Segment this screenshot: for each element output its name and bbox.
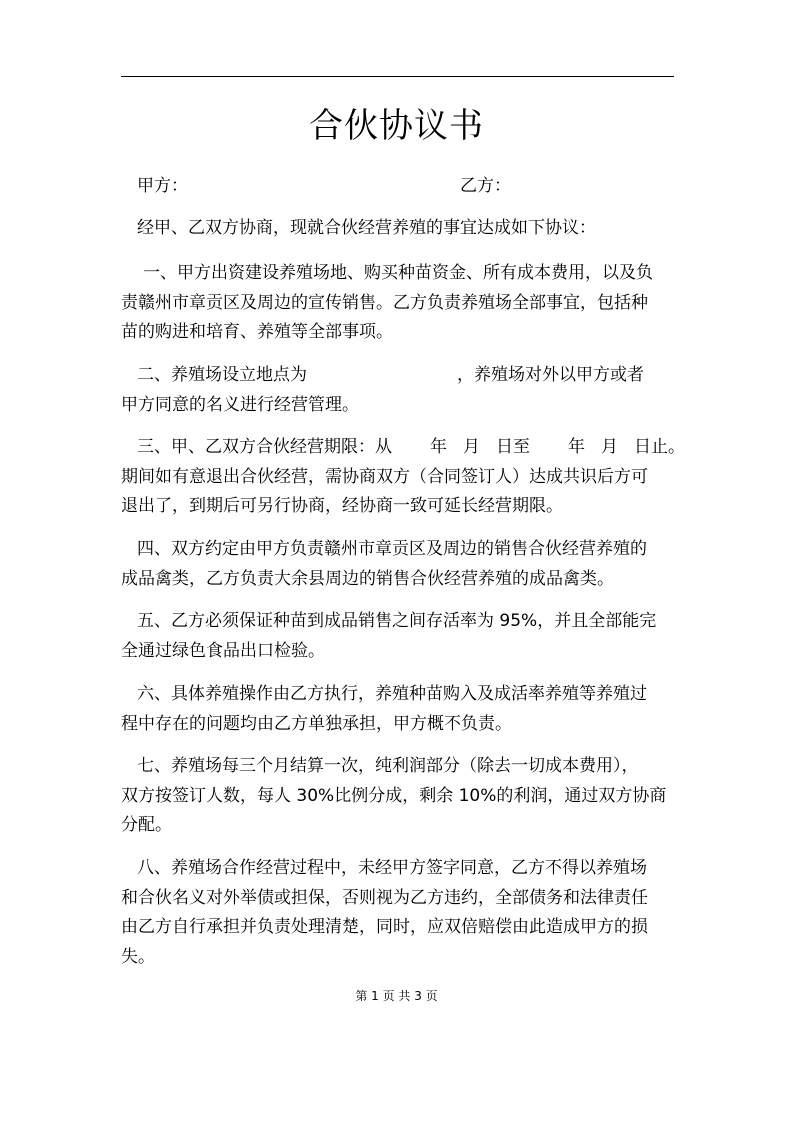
end-day-label: 日止。 [634,437,685,457]
clause-3 [121,433,685,522]
clause-line: 一、甲方出资建设养殖场地、购买种苗资金、所有成本费用，以及负 [143,263,653,283]
clause-text: ，养殖场对外以甲方或者 [457,365,644,385]
clause-5 [121,607,681,666]
clause-4 [121,535,681,594]
clause-line: 由乙方自行承担并负责处理清楚，同时，应双倍赔偿由此造成甲方的损 [121,917,648,937]
clause-line: 期间如有意退出合伙经营，需协商双方（合同签订人）达成共识后方可 [121,466,648,487]
clause-line: 八、养殖场合作经营过程中，未经甲方签字同意，乙方不得以养殖场 [137,858,647,878]
clause-line: 苗的购进和培育、养殖等全部事项。 [121,322,393,342]
clause-line: 失。 [121,946,155,967]
clause-line: 责赣州市章贡区及周边的宣传销售。乙方负责养殖场全部事宜，包括种 [121,292,648,313]
clause-6 [121,680,681,739]
start-day-label: 日至 [496,437,530,457]
clause-line: 全通过绿色食品出口检验。 [121,640,325,661]
clause-line: 六、具体养殖操作由乙方执行，养殖种苗购入及成活率养殖等养殖过 [137,684,647,704]
start-month-label: 月 [463,437,480,457]
clause-line: 甲方同意的名义进行经营管理。 [121,394,359,415]
party-a-label: 甲方： [137,176,188,196]
end-month-label: 月 [601,437,618,457]
clause-2 [121,361,681,420]
clause-text: 二、养殖场设立地点为 [137,365,307,385]
header-rule [121,76,674,77]
intro-line: 经甲、乙双方协商，现就合伙经营养殖的事宜达成如下协议： [137,218,596,238]
clause-line [121,361,681,391]
clause-line: 程中存在的问题均由乙方单独承担，甲方概不负责。 [121,713,512,734]
clause-line: 五、乙方必须保证种苗到成品销售之间存活率为 95%，并且全部能完 [137,611,657,631]
start-year-label: 年 [430,437,447,457]
clause-line: 分配。 [121,815,172,835]
end-year-label: 年 [568,437,585,457]
clause-line: 和合伙名义对外举债或担保，否则视为乙方违约，全部债务和法律责任 [121,887,648,908]
document-title: 合伙协议书 [309,106,484,146]
clause-7 [121,752,681,841]
clause-line [121,433,685,463]
clause-line: 退出了，到期后可另行协商，经协商一致可延长经营期限。 [121,496,563,516]
clause-line: 成品禽类，乙方负责大余县周边的销售合伙经营养殖的成品禽类。 [121,568,614,589]
intro-paragraph [121,214,681,244]
clause-8 [121,854,681,972]
page-number: 第 1 页 共 3 页 [355,989,438,1003]
clause-line: 双方按签订人数，每人 30%比例分成，剩余 10%的利润，通过双方协商 [121,785,667,806]
clause-1 [121,259,681,348]
party-b-label: 乙方： [460,176,511,196]
clause-text: 三、甲、乙双方合伙经营期限：从 [137,437,392,457]
clause-line: 四、双方约定由甲方负责赣州市章贡区及周边的销售合伙经营养殖的 [137,539,647,559]
clause-line: 七、养殖场每三个月结算一次，纯利润部分（除去一切成本费用）， [137,756,639,776]
